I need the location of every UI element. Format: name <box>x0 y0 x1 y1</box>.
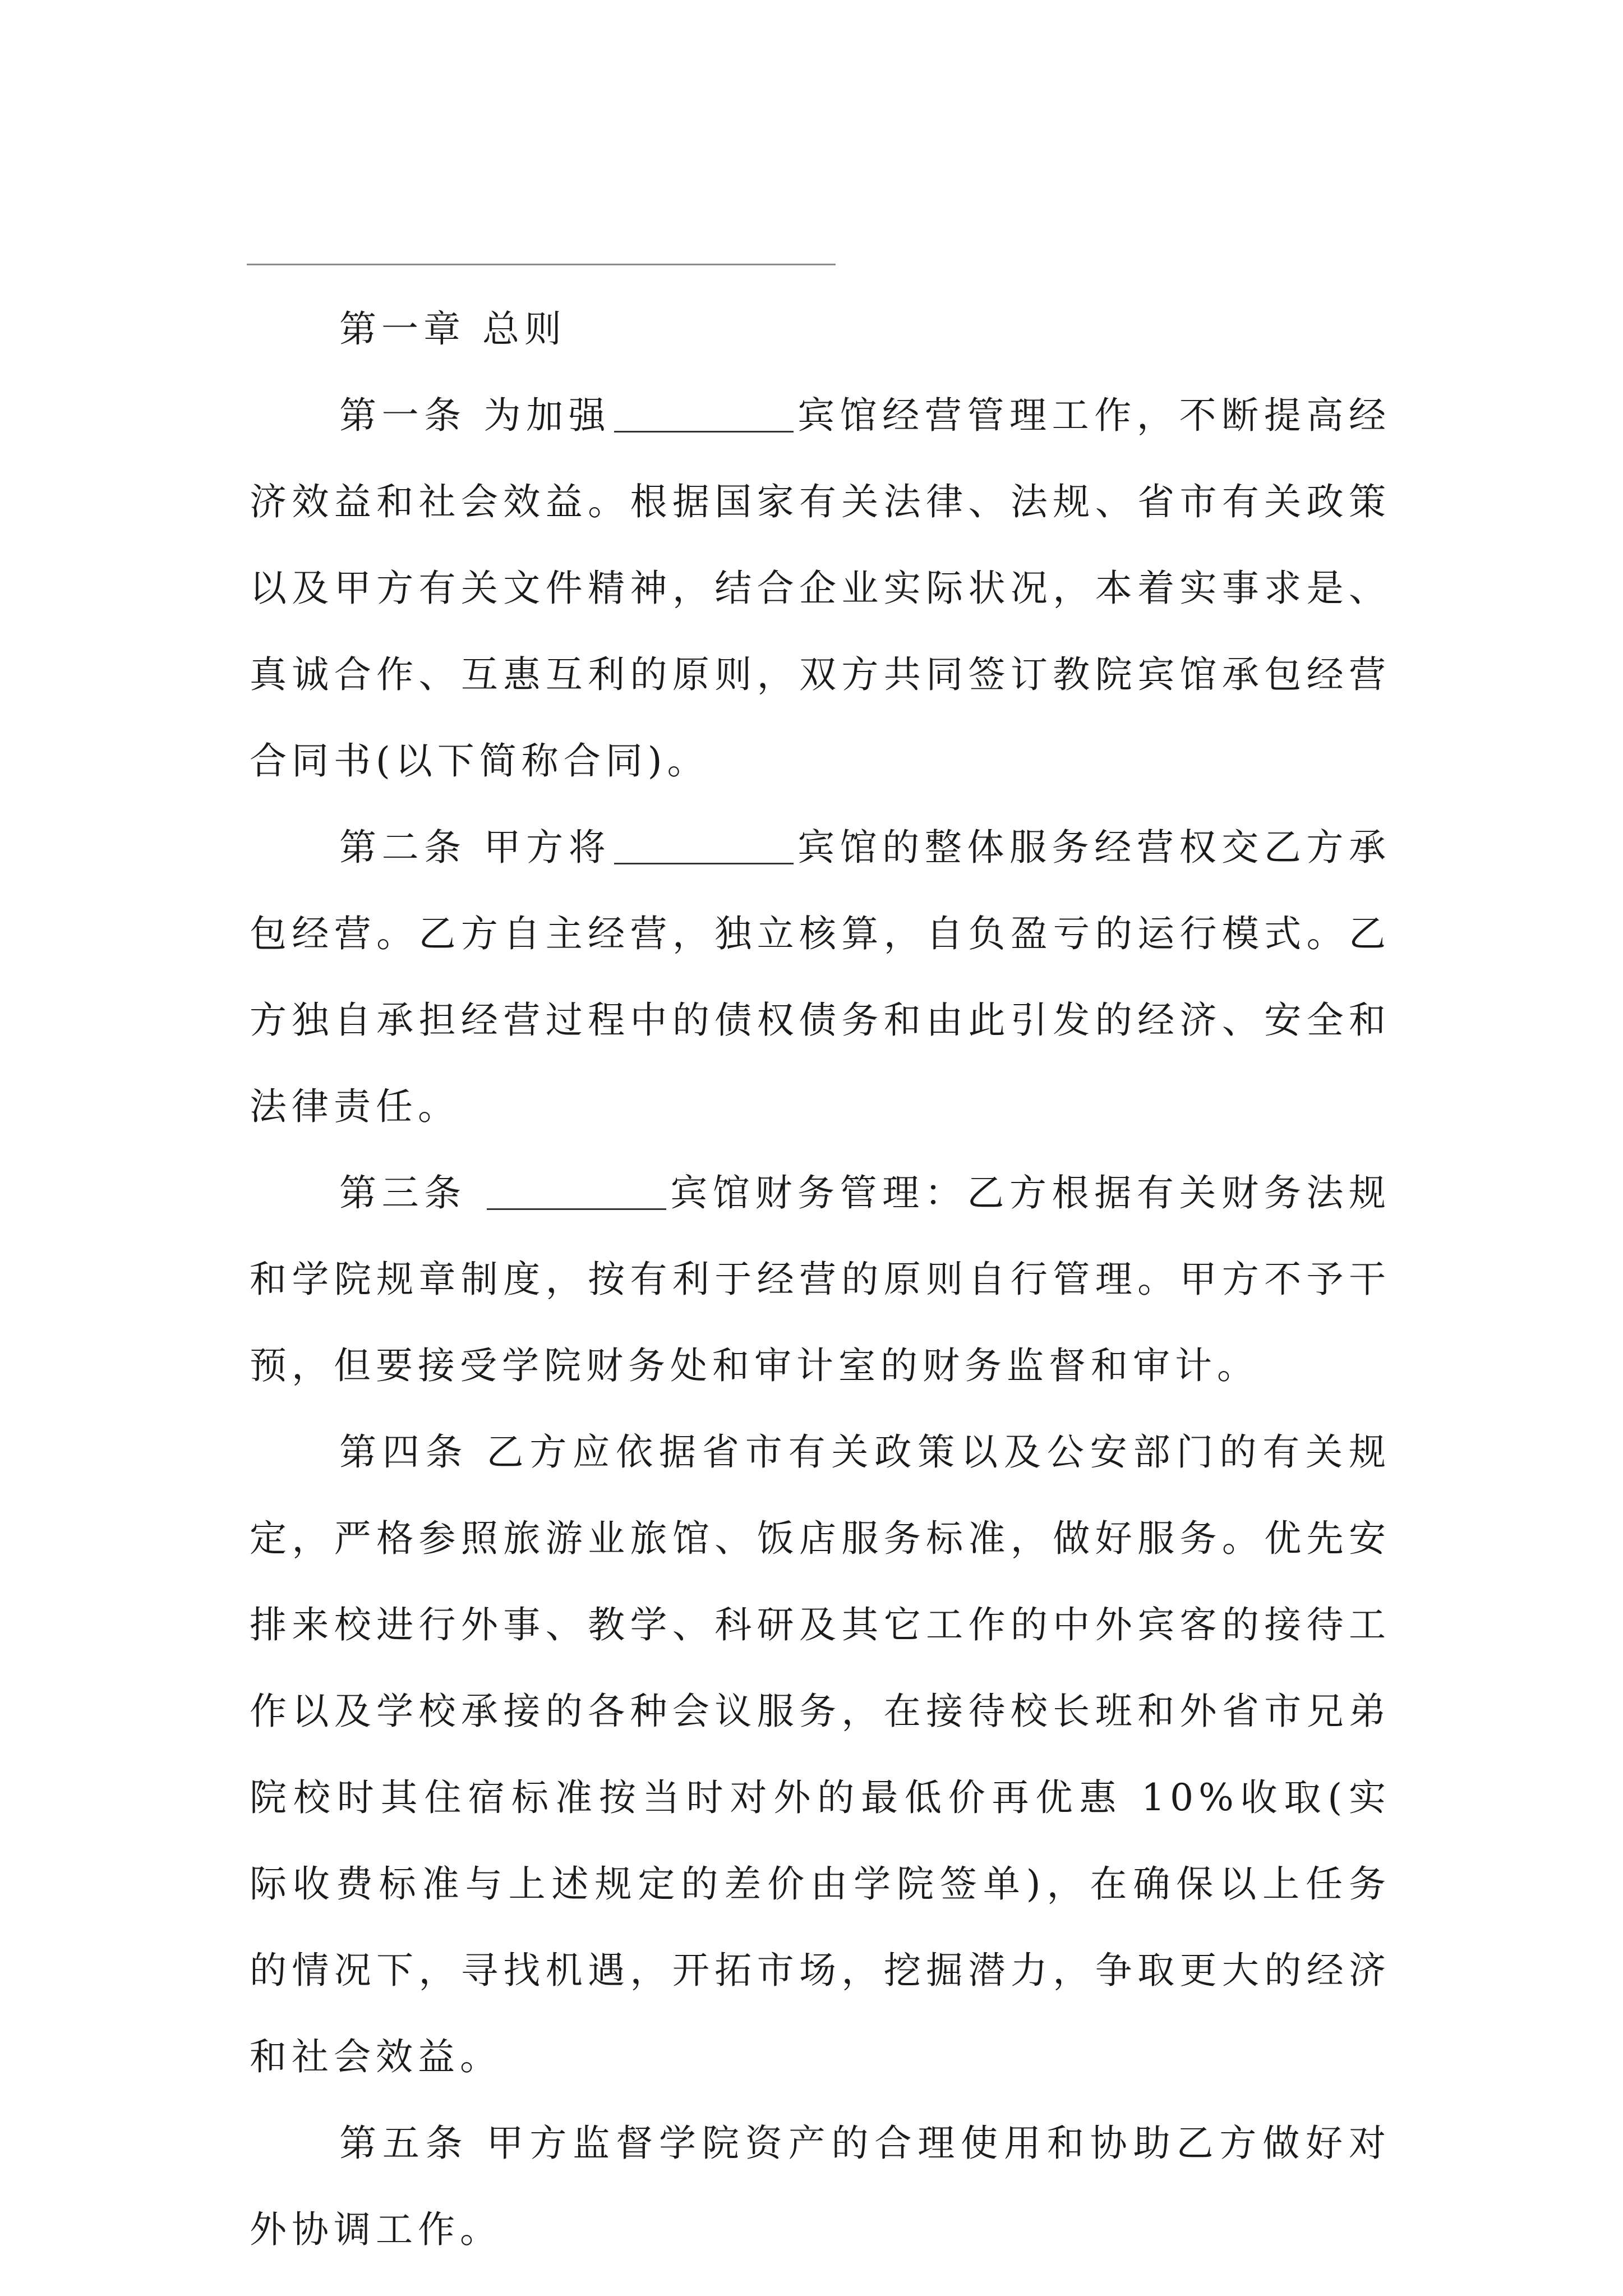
article-5 <box>250 2100 1391 2273</box>
fill-in-blank <box>614 394 794 432</box>
document-body <box>250 286 1391 2273</box>
article-1-label: 第一条 <box>339 394 467 437</box>
chapter-heading: 第一章 总则 <box>339 307 566 351</box>
article-1-text: 宾馆经营管理工作，不断提高经济效益和社会效益。根据国家有关法律、法规、省市有关政策以及甲方有关文件精神，结合企业实际状况，本着实事求是、真诚合作、互惠互利的原则，双方共同签订教院宾馆承包经营合同书(以下简称合同)。 <box>250 394 1391 783</box>
article-5-label: 第五条 <box>339 2122 469 2165</box>
article-3-label: 第三条 <box>339 1171 467 1214</box>
article-5-text: 甲方监督学院资产的合理使用和协助乙方做好对外协调工作。 <box>250 2122 1391 2251</box>
article-3-intro <box>467 1171 484 1214</box>
article-1-intro: 为加强 <box>466 394 611 437</box>
article-4-text: 乙方应依据省市有关政策以及公安部门的有关规定，严格参照旅游业旅馆、饭店服务标准，做好服务。优先安排来校进行外事、教学、科研及其它工作的中外宾客的接待工作以及学校承接的各种会议服务，在接待校长班和外省市兄弟院校时其住宿标准按当时对外的最低价再优惠 10%收取(实际收费标准与上述规定的差价由学院签单)，在确保以上任务的情况下，寻找机遇，开拓市场，挖掘潜力，争取更大的经济和社会效益。 <box>250 1430 1391 2078</box>
article-4-label: 第四条 <box>339 1430 469 1474</box>
fill-in-blank <box>487 1171 666 1210</box>
article-2-text: 宾馆的整体服务经营权交乙方承包经营。乙方自主经营，独立核算，自负盈亏的运行模式。乙方独自承担经营过程中的债权债务和由此引发的经济、安全和法律责任。 <box>250 826 1391 1128</box>
article-2 <box>250 804 1391 1150</box>
article-2-label: 第二条 <box>339 826 467 869</box>
article-1 <box>250 372 1391 804</box>
header-rule <box>247 264 836 265</box>
article-2-intro: 甲方将 <box>466 826 611 869</box>
article-4 <box>250 1409 1391 2100</box>
fill-in-blank <box>614 826 794 864</box>
article-3-text: 宾馆财务管理：乙方根据有关财务法规和学院规章制度，按有利于经营的原则自行管理。甲方不予干预，但要接受学院财务处和审计室的财务监督和审计。 <box>250 1171 1391 1387</box>
article-3 <box>250 1150 1391 1409</box>
